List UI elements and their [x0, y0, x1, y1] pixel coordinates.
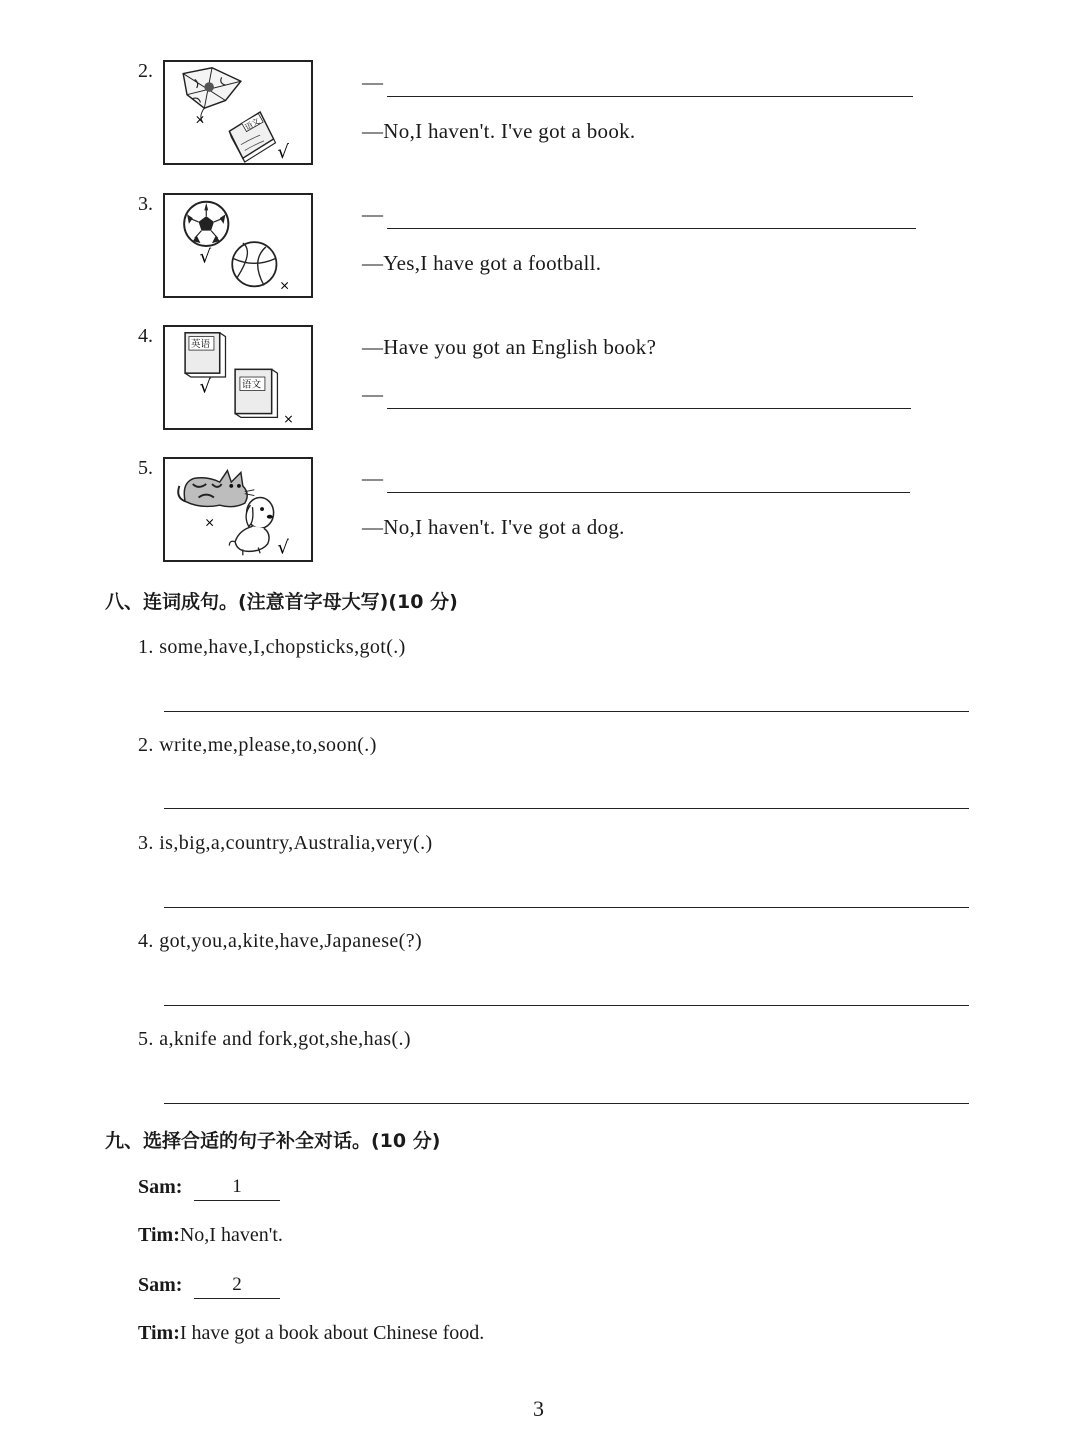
tick-mark: √	[199, 246, 212, 268]
cross-mark: ×	[204, 514, 215, 530]
dialogue-line-tim-1	[138, 1224, 283, 1247]
answer-line-3[interactable]	[164, 907, 969, 908]
dialogue-line-sam-1	[138, 1176, 182, 1199]
question-5: 5. a,knife and fork,got,she,has(.)	[138, 1028, 411, 1050]
item-number: 5.	[138, 457, 153, 479]
picture-box-cat-dog	[163, 457, 313, 562]
section-8-title: 八、连词成句。(注意首字母大写)(10 分)	[105, 591, 458, 613]
item-number: 4.	[138, 325, 153, 347]
football-icon	[184, 202, 228, 246]
kite-and-book-illustration	[165, 62, 311, 163]
dialogue-blank-2[interactable]: 2	[194, 1274, 280, 1299]
cat-and-dog-illustration	[165, 459, 311, 560]
question-1: 1. some,have,I,chopsticks,got(.)	[138, 636, 406, 658]
speaker: Sam:	[138, 1274, 183, 1296]
answer-line-1[interactable]	[164, 711, 969, 712]
answer-line[interactable]	[387, 228, 916, 229]
speaker: Sam:	[138, 1176, 183, 1198]
kite-icon	[183, 68, 241, 122]
cross-mark: ×	[279, 277, 290, 293]
english-book-label: 英语	[190, 339, 211, 351]
football-and-basketball-illustration	[165, 195, 311, 296]
dialogue-question: —Have you got an English book?	[362, 335, 657, 359]
books-illustration	[165, 327, 311, 428]
dialogue-text: No,I haven't.	[179, 1224, 283, 1246]
answer-line-2[interactable]	[164, 808, 969, 809]
speaker: Tim:	[138, 1224, 180, 1246]
dialogue-answer: —No,I haven't. I've got a book.	[362, 119, 636, 143]
section-9-title: 九、选择合适的句子补全对话。(10 分)	[105, 1130, 441, 1152]
dialogue-line-tim-2	[138, 1322, 484, 1345]
speaker: Tim:	[138, 1322, 180, 1344]
chinese-book-icon	[235, 369, 277, 417]
question-4: 4. got,you,a,kite,have,Japanese(?)	[138, 930, 423, 952]
dialogue-answer: —Yes,I have got a football.	[362, 251, 602, 275]
item-number: 2.	[138, 60, 153, 82]
tick-mark: √	[277, 537, 290, 559]
answer-line[interactable]	[387, 96, 913, 97]
dialogue-line-sam-2	[138, 1274, 182, 1297]
picture-box-kite-book	[163, 60, 313, 165]
item-number: 3.	[138, 193, 153, 215]
chinese-book-icon	[229, 112, 275, 162]
cross-mark: ×	[194, 111, 206, 127]
answer-line-5[interactable]	[164, 1103, 969, 1104]
cat-icon	[178, 471, 254, 507]
tick-mark: √	[277, 142, 290, 163]
answer-line-prefix: —	[362, 382, 383, 406]
picture-box-football-basketball	[163, 193, 313, 298]
picture-box-english-chinese-book	[163, 325, 313, 430]
question-3: 3. is,big,a,country,Australia,very(.)	[138, 832, 433, 854]
dialogue-text: I have got a book about Chinese food.	[179, 1322, 485, 1344]
question-2: 2. write,me,please,to,soon(.)	[138, 734, 377, 756]
answer-line-4[interactable]	[164, 1005, 969, 1006]
answer-line-prefix: —	[362, 202, 383, 226]
answer-line[interactable]	[387, 408, 911, 409]
answer-line[interactable]	[387, 492, 910, 493]
tick-mark: √	[199, 376, 212, 398]
chinese-book-label: 语文	[241, 379, 262, 391]
dialogue-answer: —No,I haven't. I've got a dog.	[362, 515, 625, 539]
answer-line-prefix: —	[362, 466, 383, 490]
basketball-icon	[232, 242, 276, 286]
dialogue-blank-1[interactable]: 1	[194, 1176, 280, 1201]
english-book-icon	[185, 333, 225, 377]
cross-mark: ×	[283, 411, 294, 427]
book-label: 语文	[243, 116, 262, 132]
page-number: 3	[533, 1396, 544, 1421]
answer-line-prefix: —	[362, 70, 383, 94]
